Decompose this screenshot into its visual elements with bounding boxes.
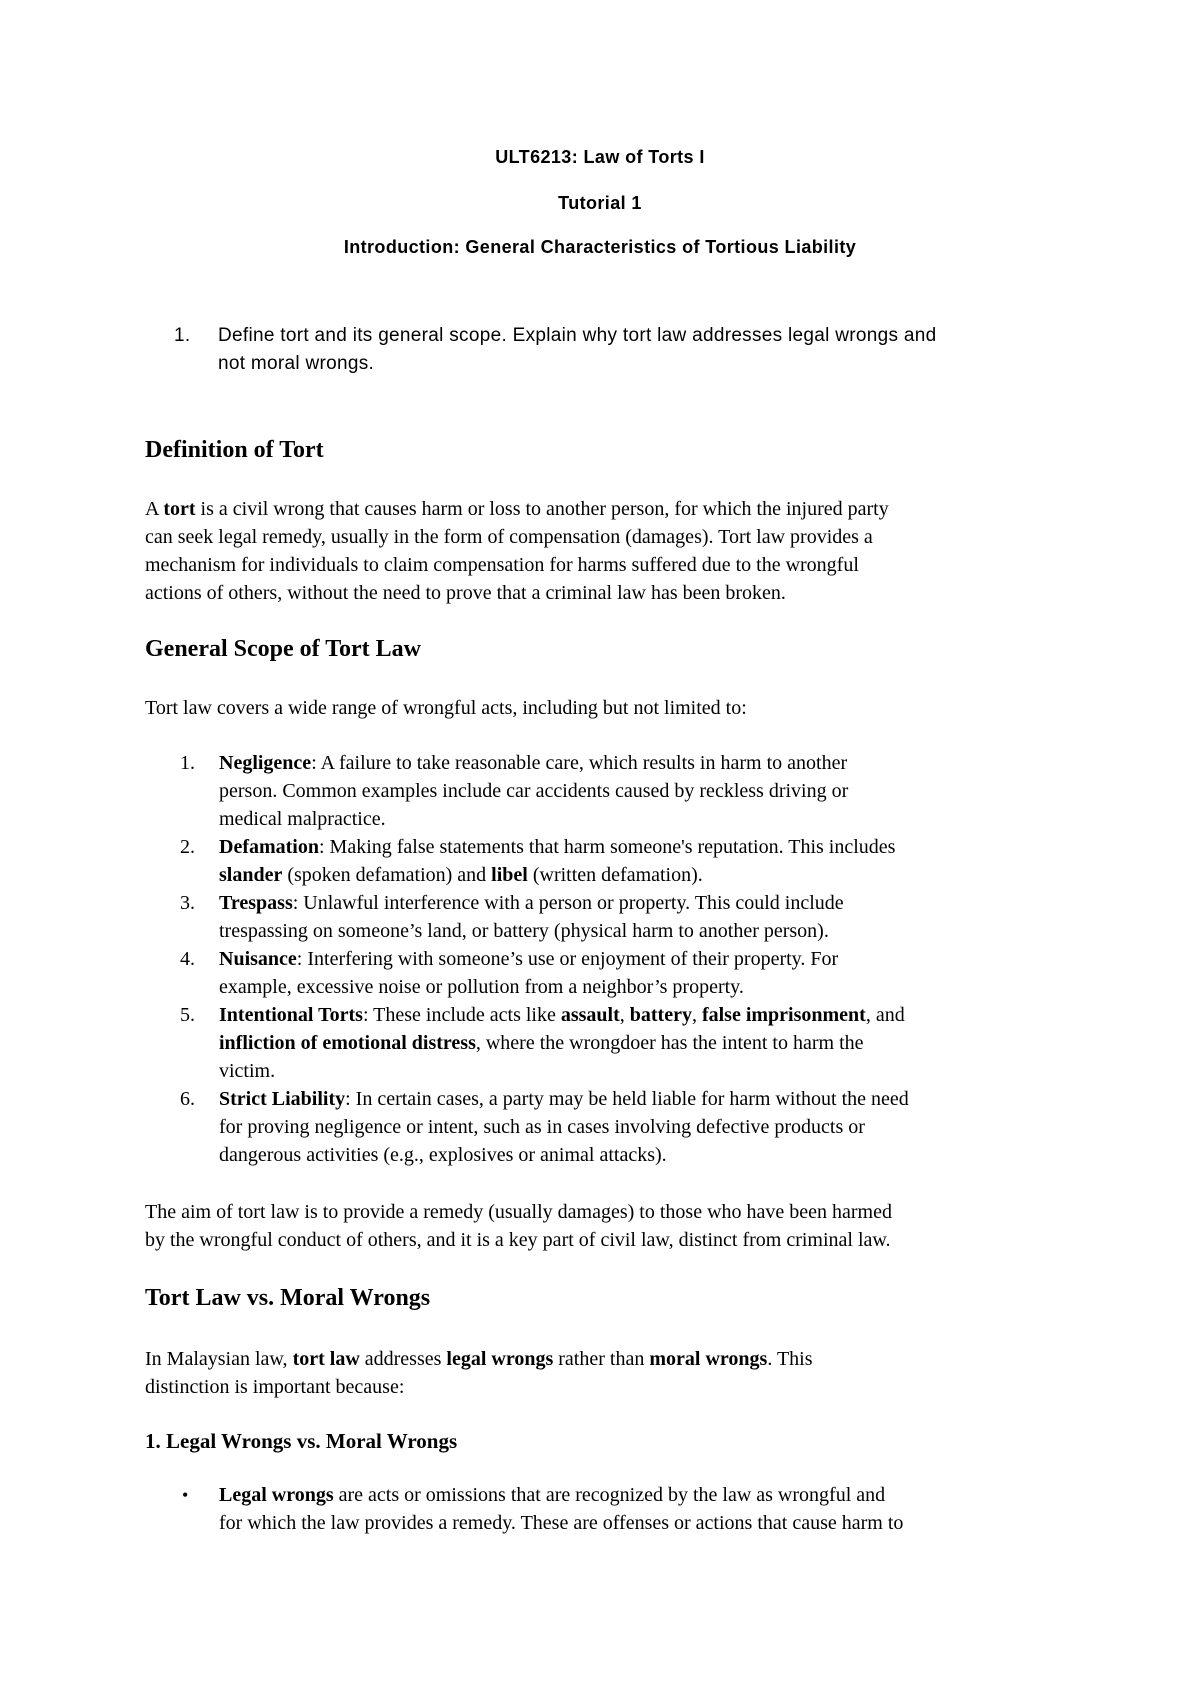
paragraph-line: distinction is important because: <box>145 1376 405 1398</box>
list-number: 4. <box>180 948 195 970</box>
tutorial-number: Tutorial 1 <box>558 193 642 213</box>
list-line: dangerous activities (e.g., explosives or animal attacks). <box>219 1144 667 1166</box>
slander-term: slander <box>219 864 283 886</box>
question-line: Define tort and its general scope. Explain why tort law addresses legal wrongs and <box>218 325 937 346</box>
infliction-term: infliction of emotional distress <box>219 1032 476 1054</box>
paragraph-line: mechanism for individuals to claim compensation for harms suffered due to the wrongful <box>145 554 859 576</box>
text-run: . This <box>767 1348 813 1370</box>
scope-list <box>145 749 909 1169</box>
course-title: ULT6213: Law of Torts I <box>495 147 705 167</box>
question-line: not moral wrongs. <box>218 353 375 374</box>
paragraph-line: The aim of tort law is to provide a remedy (usually damages) to those who have been harmed <box>145 1201 892 1223</box>
text-run: : A failure to take reasonable care, which results in harm to another <box>311 752 848 774</box>
text-run: : In certain cases, a party may be held liable for harm without the need <box>345 1088 909 1110</box>
text-run: , where the wrongdoer has the intent to harm the <box>475 1032 864 1054</box>
list-item <box>145 1085 909 1169</box>
scope-heading: General Scope of Tort Law <box>145 636 421 662</box>
text-run: In Malaysian law, <box>145 1348 293 1370</box>
text-run: is a civil wrong that causes harm or loss to another person, for which the injured party <box>195 498 889 520</box>
list-item <box>145 945 909 1001</box>
list-item <box>145 1001 909 1085</box>
list-number: 5. <box>180 1004 195 1026</box>
text-run: (spoken defamation) and <box>282 864 492 886</box>
list-term: Strict Liability <box>219 1088 346 1110</box>
text-run: , <box>691 1004 702 1026</box>
text-run: : Making false statements that harm someone's reputation. This includes <box>318 836 896 858</box>
list-item <box>145 749 909 833</box>
list-item <box>145 1481 903 1537</box>
question-1 <box>174 322 937 378</box>
list-item <box>145 833 909 889</box>
legal-wrongs-term: legal wrongs <box>446 1348 554 1370</box>
text-run: : Interfering with someone’s use or enjoyment of their property. For <box>296 948 839 970</box>
list-item <box>145 889 909 945</box>
legal-wrongs-bullet-term: Legal wrongs <box>219 1484 334 1506</box>
text-run: (written defamation). <box>527 864 703 886</box>
text-run: , and <box>865 1004 905 1026</box>
list-term: Negligence <box>219 752 312 774</box>
list-number: 6. <box>180 1088 195 1110</box>
libel-term: libel <box>491 864 528 886</box>
list-line: trespassing on someone’s land, or battery (physical harm to another person). <box>219 920 829 942</box>
list-line: medical malpractice. <box>219 808 386 830</box>
list-term: Nuisance <box>219 948 297 970</box>
bullet-list <box>145 1481 903 1537</box>
text-run: : These include acts like <box>362 1004 561 1026</box>
list-line: person. Common examples include car accidents caused by reckless driving or <box>219 780 849 802</box>
definition-heading: Definition of Tort <box>145 437 324 463</box>
assault-term: assault <box>560 1004 620 1026</box>
moral-paragraph <box>145 1345 813 1401</box>
false-imprisonment-term: false imprisonment <box>701 1004 866 1026</box>
list-number: 3. <box>180 892 195 914</box>
text-run: are acts or omissions that are recognized by the law as wrongful and <box>333 1484 886 1506</box>
paragraph-line: by the wrongful conduct of others, and it is a key part of civil law, distinct from criminal law. <box>145 1229 891 1251</box>
list-line: for which the law provides a remedy. These are offenses or actions that cause harm to <box>219 1512 904 1534</box>
list-line: for proving negligence or intent, such as in cases involving defective products or <box>219 1116 865 1138</box>
definition-paragraph <box>145 495 889 607</box>
list-term: Intentional Torts <box>219 1004 363 1026</box>
tort-law-term: tort law <box>292 1348 360 1370</box>
moral-wrongs-term: moral wrongs <box>649 1348 768 1370</box>
text-run: A <box>145 498 164 520</box>
list-number: 1. <box>180 752 195 774</box>
question-number: 1. <box>174 325 191 346</box>
legal-vs-moral-subheading: 1. Legal Wrongs vs. Moral Wrongs <box>145 1429 458 1453</box>
scope-intro: Tort law covers a wide range of wrongful acts, including but not limited to: <box>145 697 747 719</box>
paragraph-line: actions of others, without the need to prove that a criminal law has been broken. <box>145 582 786 604</box>
list-line: example, excessive noise or pollution from a neighbor’s property. <box>219 976 744 998</box>
tutorial-topic: Introduction: General Characteristics of Tortious Liability <box>343 237 857 257</box>
bullet-icon: • <box>182 1485 189 1505</box>
text-run: rather than <box>553 1348 650 1370</box>
list-line: victim. <box>219 1060 276 1082</box>
paragraph-line: can seek legal remedy, usually in the form of compensation (damages). Tort law provides a <box>145 526 873 548</box>
aim-paragraph <box>145 1198 892 1254</box>
text-run: , <box>619 1004 630 1026</box>
list-term: Trespass <box>219 892 293 914</box>
list-term: Defamation <box>219 836 319 858</box>
battery-term: battery <box>629 1004 692 1026</box>
list-number: 2. <box>180 836 195 858</box>
text-run: addresses <box>359 1348 447 1370</box>
tort-term: tort <box>163 498 196 520</box>
moral-heading: Tort Law vs. Moral Wrongs <box>145 1285 431 1311</box>
text-run: : Unlawful interference with a person or property. This could include <box>292 892 844 914</box>
